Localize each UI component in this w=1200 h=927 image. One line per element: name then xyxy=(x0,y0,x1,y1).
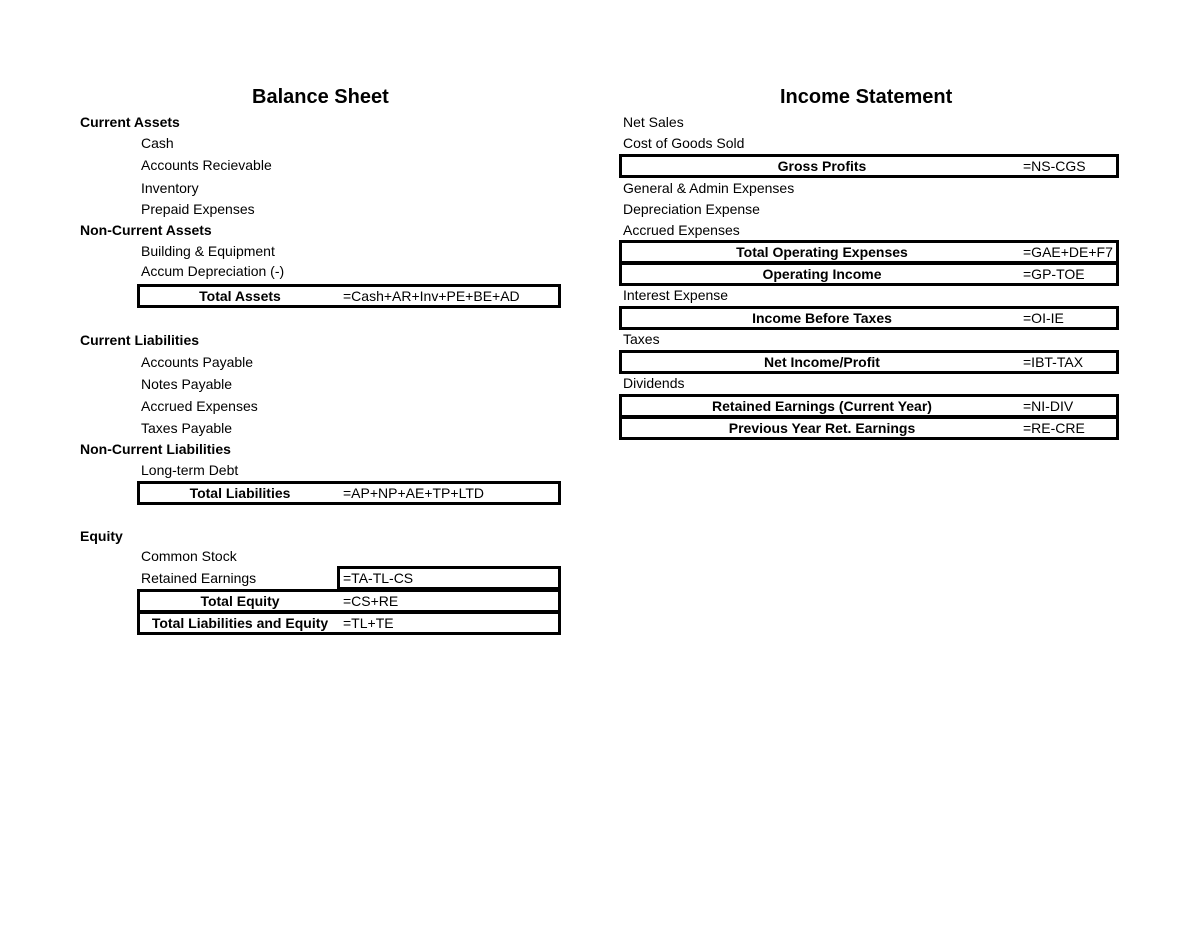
item-depreciation-expense: Depreciation Expense xyxy=(623,201,760,217)
net-income-box xyxy=(619,350,1119,374)
total-operating-expenses-box xyxy=(619,240,1119,264)
total-liabilities-equity-box xyxy=(137,611,561,635)
item-inventory: Inventory xyxy=(141,180,199,196)
previous-year-re-label: Previous Year Ret. Earnings xyxy=(728,420,916,436)
income-before-taxes-label: Income Before Taxes xyxy=(752,310,892,326)
retained-earnings-current-formula: =NI-DIV xyxy=(1023,398,1074,414)
retained-earnings-current-label: Retained Earnings (Current Year) xyxy=(712,398,932,414)
total-assets-formula: =Cash+AR+Inv+PE+BE+AD xyxy=(343,288,520,304)
income-before-taxes-formula: =OI-IE xyxy=(1023,310,1064,326)
item-taxes: Taxes xyxy=(623,331,660,347)
item-interest-expense: Interest Expense xyxy=(623,287,729,303)
total-operating-expenses-label: Total Operating Expenses xyxy=(736,244,908,260)
item-accounts-payable: Accounts Payable xyxy=(141,354,254,370)
net-income-label: Net Income/Profit xyxy=(764,354,880,370)
item-common-stock: Common Stock xyxy=(141,548,237,564)
item-prepaid-expenses: Prepaid Expenses xyxy=(141,201,255,217)
item-taxes-payable: Taxes Payable xyxy=(141,420,233,436)
gross-profits-formula: =NS-CGS xyxy=(1023,158,1086,174)
item-accrued-expenses-is: Accrued Expenses xyxy=(623,222,740,238)
net-income-formula: =IBT-TAX xyxy=(1023,354,1084,370)
current-liabilities-heading: Current Liabilities xyxy=(80,332,200,348)
retained-earnings-formula-box xyxy=(337,566,561,590)
equity-heading: Equity xyxy=(80,528,123,544)
total-assets-box xyxy=(137,284,561,308)
non-current-assets-heading: Non-Current Assets xyxy=(80,222,212,238)
total-operating-expenses-formula: =GAE+DE+F7 xyxy=(1023,244,1113,260)
item-cash: Cash xyxy=(141,135,174,151)
item-long-term-debt: Long-term Debt xyxy=(141,462,239,478)
total-liabilities-formula: =AP+NP+AE+TP+LTD xyxy=(343,485,484,501)
item-retained-earnings: Retained Earnings xyxy=(141,570,257,586)
item-accounts-receivable: Accounts Recievable xyxy=(141,157,272,173)
total-equity-label: Total Equity xyxy=(200,593,280,609)
total-assets-label: Total Assets xyxy=(199,288,281,304)
item-dividends: Dividends xyxy=(623,375,685,391)
previous-year-re-box xyxy=(619,416,1119,440)
total-equity-box xyxy=(137,589,561,613)
operating-income-label: Operating Income xyxy=(762,266,882,282)
operating-income-box xyxy=(619,262,1119,286)
total-liabilities-equity-formula: =TL+TE xyxy=(343,615,394,631)
balance-sheet-title: Balance Sheet xyxy=(252,86,389,108)
total-liabilities-box xyxy=(137,481,561,505)
gross-profits-box xyxy=(619,154,1119,178)
item-net-sales: Net Sales xyxy=(623,114,684,130)
current-assets-heading: Current Assets xyxy=(80,114,180,130)
item-accum-depreciation: Accum Depreciation (-) xyxy=(141,263,285,279)
total-liabilities-label: Total Liabilities xyxy=(189,485,291,501)
item-notes-payable: Notes Payable xyxy=(141,376,233,392)
item-cogs: Cost of Goods Sold xyxy=(623,135,745,151)
income-statement-title: Income Statement xyxy=(780,86,953,108)
item-accrued-expenses: Accrued Expenses xyxy=(141,398,258,414)
item-general-admin: General & Admin Expenses xyxy=(623,180,795,196)
total-liabilities-equity-label: Total Liabilities and Equity xyxy=(151,615,329,631)
operating-income-formula: =GP-TOE xyxy=(1023,266,1085,282)
total-equity-formula: =CS+RE xyxy=(343,593,399,609)
item-building-equipment: Building & Equipment xyxy=(141,243,275,259)
retained-earnings-formula: =TA-TL-CS xyxy=(343,570,414,586)
retained-earnings-current-box xyxy=(619,394,1119,418)
non-current-liabilities-heading: Non-Current Liabilities xyxy=(80,441,231,457)
gross-profits-label: Gross Profits xyxy=(777,158,867,174)
income-before-taxes-box xyxy=(619,306,1119,330)
previous-year-re-formula: =RE-CRE xyxy=(1023,420,1085,436)
